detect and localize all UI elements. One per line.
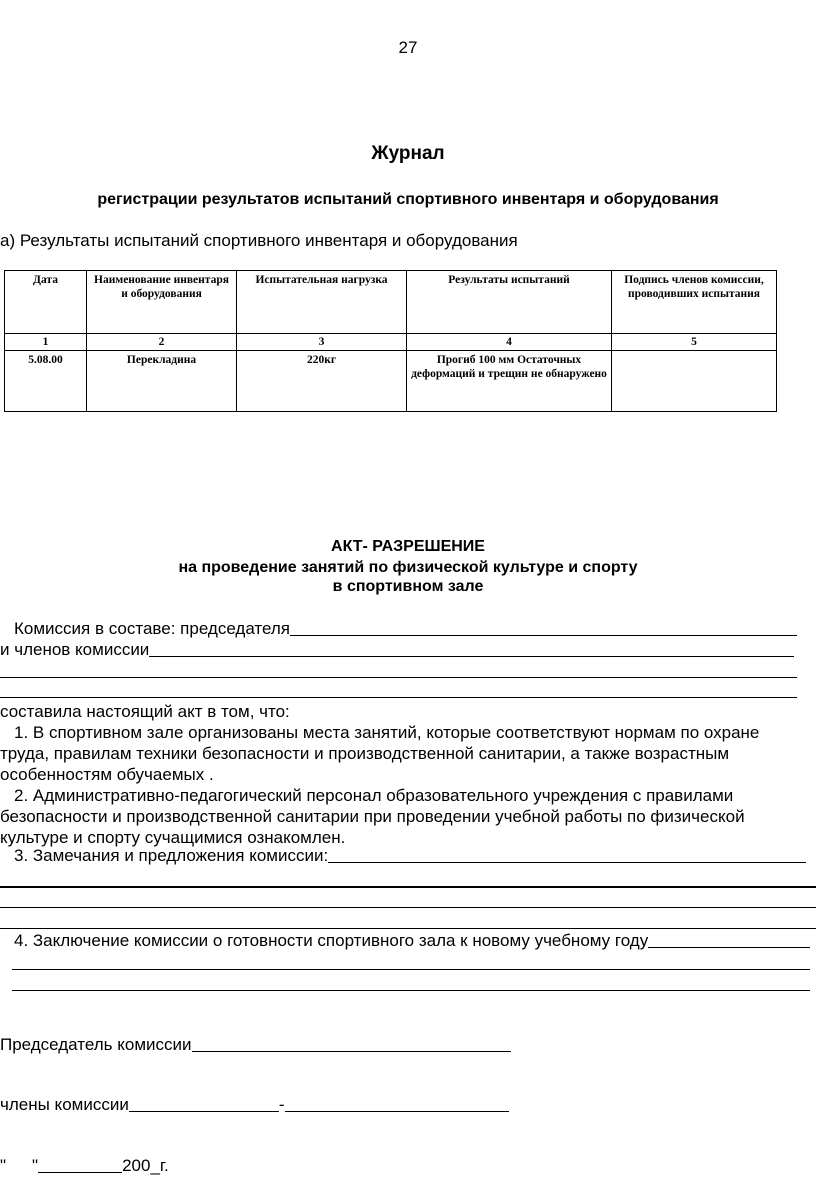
chairman-signature-field: [0, 1034, 511, 1055]
date-field: [0, 1155, 180, 1176]
blank-line[interactable]: [0, 886, 816, 888]
column-number: 3: [237, 334, 407, 351]
date-quote-open: ": [0, 1156, 7, 1175]
column-number: 5: [612, 334, 777, 351]
date-month-blank[interactable]: [38, 1156, 122, 1173]
journal-table: [4, 270, 777, 412]
column-number: 4: [407, 334, 612, 351]
blank-line[interactable]: [0, 907, 816, 908]
column-number: 2: [87, 334, 237, 351]
members-signature-blank-2[interactable]: [285, 1095, 510, 1112]
blank-line[interactable]: [0, 677, 797, 678]
act-item-2: 2. Административно-педагогический персонал образовательного учреждения с правилами безопасности и производственной санитарии при проведении учебной работы по физической культуре и спорту сучащимися ознакомлен.: [0, 786, 745, 847]
act-subtitle-1: на проведение занятий по физической культуре и спорту: [178, 559, 638, 576]
remarks-blank[interactable]: [328, 846, 806, 863]
blank-line[interactable]: [12, 969, 810, 970]
cell-signature: [612, 351, 777, 412]
conclusion-blank[interactable]: [648, 931, 810, 948]
chairman-signature-blank[interactable]: [192, 1035, 512, 1052]
header-results: Результаты испытаний: [407, 271, 612, 334]
cell-name: Перекладина: [87, 351, 237, 412]
blank-line[interactable]: [12, 990, 810, 991]
header-signature: Подпись членов комиссии, проводивших испытания: [612, 271, 777, 334]
table-row: [5, 351, 777, 412]
table-header-row: [5, 271, 777, 334]
remarks-label: 3. Замечания и предложения комиссии:: [14, 846, 329, 865]
members-field: [0, 639, 794, 660]
commission-label: Комиссия в составе: председателя: [14, 619, 291, 638]
members-blank[interactable]: [149, 640, 794, 657]
cell-load: 220кг: [237, 351, 407, 412]
date-year: 200_г.: [122, 1156, 169, 1175]
chairman-signature-label: Председатель комиссии: [0, 1035, 192, 1054]
cell-results: Прогиб 100 мм Остаточных деформаций и трещин не обнаружено: [407, 351, 612, 412]
act-subtitle-2: в спортивном зале: [332, 578, 484, 595]
page-number: 27: [398, 38, 418, 57]
header-date: Дата: [5, 271, 87, 334]
conclusion-field: [14, 930, 810, 951]
composed-text: составила настоящий акт в том, что:: [0, 702, 290, 721]
table-number-row: [5, 334, 777, 351]
conclusion-label: 4. Заключение комиссии о готовности спортивного зала к новому учебному году: [14, 931, 649, 950]
section-a-heading: а) Результаты испытаний спортивного инвентаря и оборудования: [0, 231, 518, 250]
date-quote-close: ": [32, 1156, 39, 1175]
act-title: АКТ- РАЗРЕШЕНИЕ: [331, 538, 485, 555]
blank-line[interactable]: [0, 928, 816, 929]
remarks-field: [14, 845, 806, 866]
column-number: 1: [5, 334, 87, 351]
members-signature-label: члены комиссии: [0, 1095, 129, 1114]
journal-subtitle: регистрации результатов испытаний спортивного инвентаря и оборудования: [97, 191, 719, 208]
act-item-1: 1. В спортивном зале организованы места занятий, которые соответствуют нормам по охране труда, правилам техники безопасности и производственной санитарии, а также возрастным особенностям обучаемых .: [0, 723, 760, 784]
members-label: и членов комиссии: [0, 640, 150, 659]
cell-date: 5.08.00: [5, 351, 87, 412]
members-signature-blank-1[interactable]: [129, 1095, 279, 1112]
commission-field: [14, 618, 797, 639]
blank-line[interactable]: [0, 697, 797, 698]
members-signature-dash: -: [278, 1095, 285, 1114]
journal-title: Журнал: [371, 143, 445, 164]
members-signature-field: [0, 1094, 509, 1115]
header-load: Испытательная нагрузка: [237, 271, 407, 334]
header-name: Наименование инвентаря и оборудования: [87, 271, 237, 334]
chairman-blank[interactable]: [290, 619, 797, 636]
